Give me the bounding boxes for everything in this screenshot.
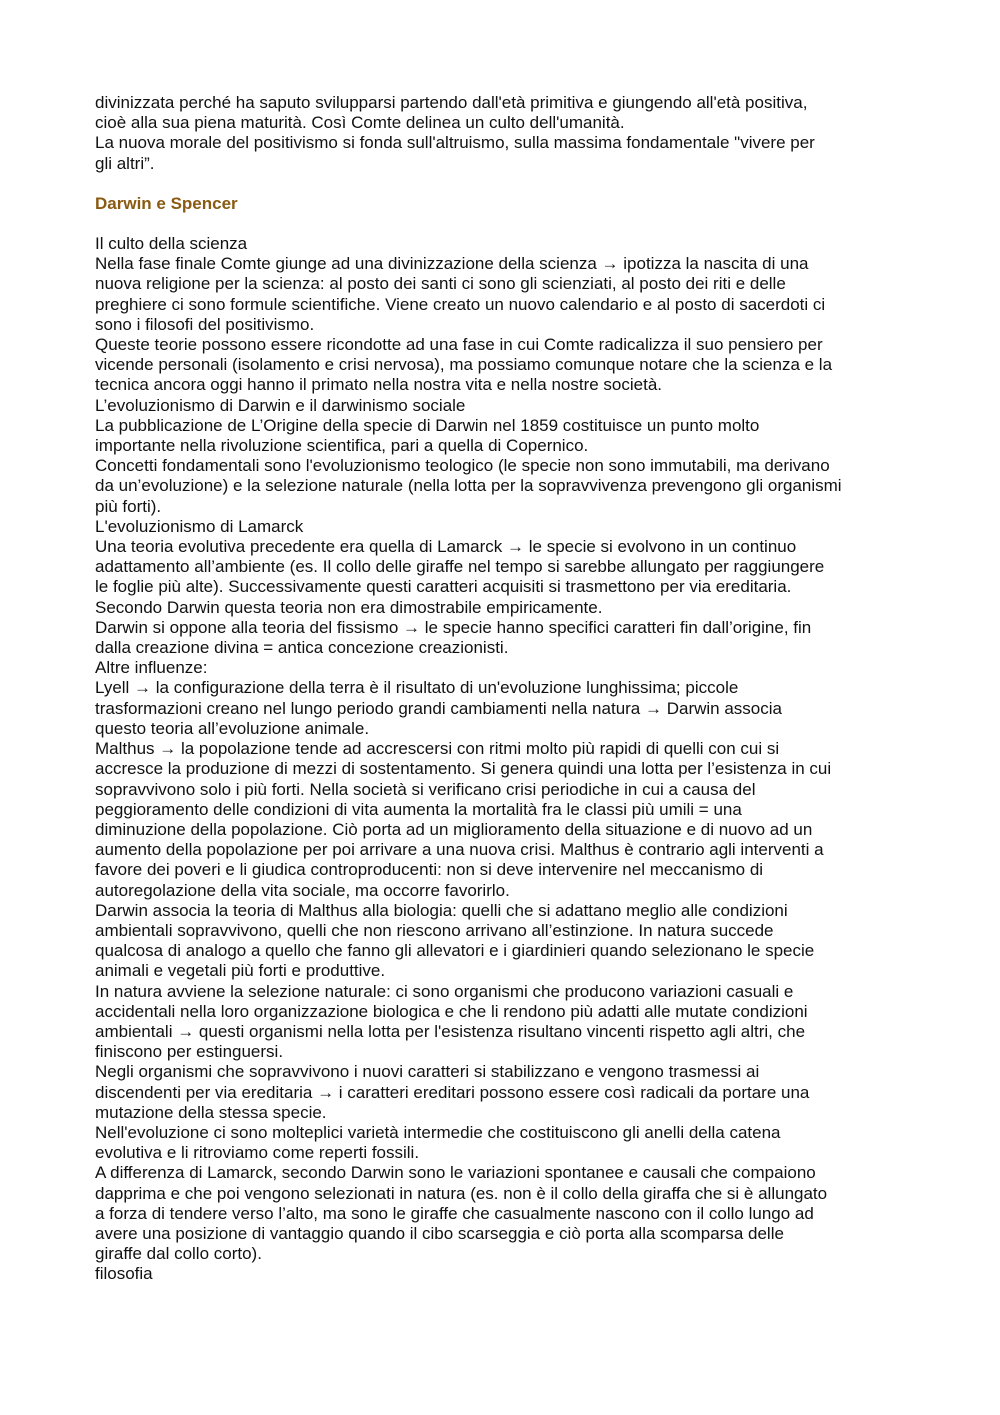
- body-paragraph: Darwin associa la teoria di Malthus alla biologia: quelli che si adattano meglio alle condizioni ambientali sopravvivono, quelli che non riescono arrivano all’estinzione. In natura succede qualcosa di analogo a quello che fanno gli allevatori e i giardinieri quando selezionano le specie animali e vegetali più forti e produttive.: [95, 900, 815, 981]
- subheading-influenze: Altre influenze:: [95, 658, 208, 678]
- subheading-darwinismo: L’evoluzionismo di Darwin e il darwinismo sociale: [95, 395, 466, 415]
- footer-label: filosofia: [95, 1264, 153, 1284]
- body-paragraph: La pubblicazione de L’Origine della specie di Darwin nel 1859 costituisce un punto molto importante nella rivoluzione scientifica, pari a quella di Copernico.: [95, 415, 760, 456]
- body-paragraph: Nella fase finale Comte giunge ad una divinizzazione della scienza → ipotizza la nascita di una nuova religione per la scienza: al posto dei santi ci sono gli scienziati, al posto dei riti e delle preghiere ci sono formule scientifiche. Viene creato un nuovo calendario e al posto di sacerdoti ci sono i filosofi del positivismo.: [95, 254, 826, 334]
- intro-paragraph: La nuova morale del positivismo si fonda sull'altruismo, sulla massima fondamentale "vivere per gli altri”.: [95, 133, 815, 173]
- body-paragraph: Darwin si oppone alla teoria del fissismo → le specie hanno specifici caratteri fin dall’origine, fin dalla creazione divina = antica concezione creazionisti.: [95, 617, 812, 658]
- body-paragraph: Malthus → la popolazione tende ad accrescersi con ritmi molto più rapidi di quelli con cui si accresce la produzione di mezzi di sostentamento. Si genera quindi una lotta per l’esistenza in cui sopravvivono solo i più forti. Nella società si verificano crisi periodiche in cui a causa del peggioramento delle condizioni di vita aumenta la mortalità fra le classi più umili = una diminuzione della popolazione. Ciò porta ad un miglioramento della situazione e di nuovo ad un aumento della popolazione per poi arrivare a una nuova crisi. Malthus è contrario agli interventi a favore dei poveri e li giudica controproducenti: non si deve intervenire nel meccanismo di autoregolazione della vita sociale, ma occorre favorirlo.: [95, 739, 832, 900]
- body-paragraph: A differenza di Lamarck, secondo Darwin sono le variazioni spontanee e causali che compaiono dapprima e che poi vengono selezionati in natura (es. non è il collo della giraffa che si è allungato a forza di tendere verso l’alto, ma sono le giraffe che casualmente nascono con il collo lungo ad avere una posizione di vantaggio quando il cibo scarseggia e ciò porta alla scomparsa delle giraffe dal collo corto).: [95, 1163, 828, 1264]
- section-heading: Darwin e Spencer: [95, 193, 238, 213]
- body-paragraph: Lyell → la configurazione della terra è il risultato di un'evoluzione lunghissima; piccole trasformazioni creano nel lungo periodo grandi cambiamenti nella natura → Darwin associa questo teoria all’evoluzione animale.: [95, 678, 782, 738]
- body-paragraph: In natura avviene la selezione naturale: ci sono organismi che producono variazioni casuali e accidentali nella loro organizzazione biologica e che li rendono più adatti alle mutate condizioni ambientali → questi organismi nella lotta per l'esistenza risultano vincenti rispetto agli altri, che finiscono per estinguersi.: [95, 981, 808, 1062]
- intro-paragraph: divinizzata perché ha saputo svilupparsi partendo dall'età primitiva e giungendo all'età positiva, cioè alla sua piena maturità. Così Comte delinea un culto dell'umanità.: [95, 93, 808, 133]
- subheading-lamarck: L'evoluzionismo di Lamarck: [95, 516, 304, 536]
- subheading-culto: Il culto della scienza: [95, 234, 248, 254]
- body-paragraph: Nell'evoluzione ci sono molteplici varietà intermedie che costituiscono gli anelli della catena evolutiva e li ritroviamo come reperti fossili.: [95, 1122, 781, 1163]
- body-paragraph: Queste teorie possono essere ricondotte ad una fase in cui Comte radicalizza il suo pensiero per vicende personali (isolamento e crisi nervosa), ma possiamo comunque notare che la scienza e la tecnica ancora oggi hanno il primato nella nostra vita e nella nostre società.: [95, 335, 833, 395]
- body-paragraph: Una teoria evolutiva precedente era quella di Lamarck → le specie si evolvono in un continuo adattamento all’ambiente (es. Il collo delle giraffe nel tempo si sarebbe allungato per raggiungere le foglie più alte). Successivamente questi caratteri acquisiti si trasmettono per via ereditaria. Secondo Darwin questa teoria non era dimostrabile empiricamente.: [95, 537, 825, 617]
- document-page: [95, 93, 915, 1285]
- body-paragraph: Negli organismi che sopravvivono i nuovi caratteri si stabilizzano e vengono trasmessi ai discendenti per via ereditaria → i caratteri ereditari possono essere così radicali da portare una mutazione della stessa specie.: [95, 1062, 810, 1122]
- body-paragraph: Concetti fondamentali sono l'evoluzionismo teologico (le specie non sono immutabili, ma derivano da un’evoluzione) e la selezione naturale (nella lotta per la sopravvivenza prevengono gli organismi più forti).: [95, 456, 842, 516]
